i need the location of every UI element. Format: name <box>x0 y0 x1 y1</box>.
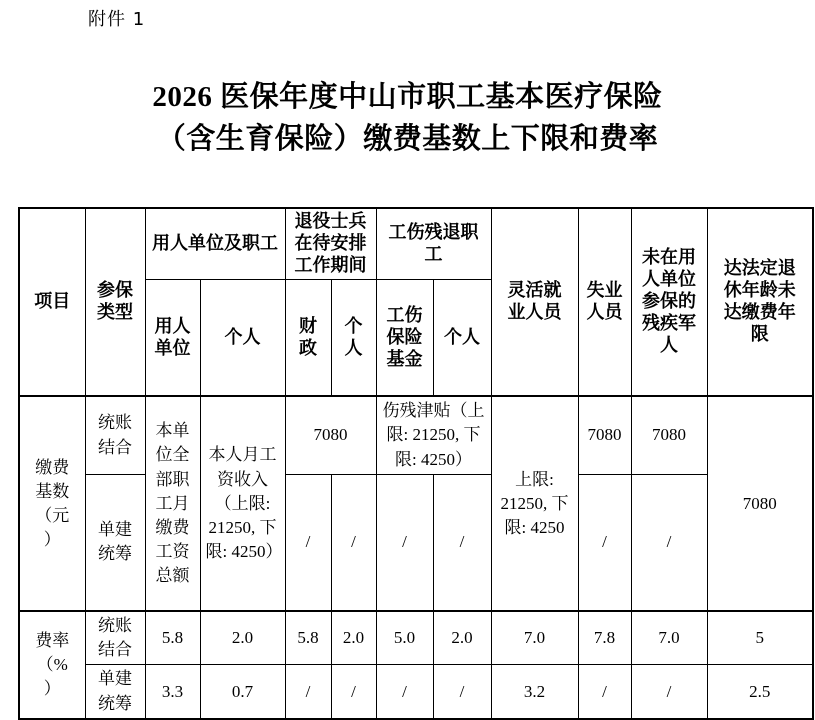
row-label-rate: 费率（%） <box>19 611 85 719</box>
cell-base-disabled-vet-unified: 7080 <box>631 396 707 474</box>
sub-header-individual-injury: 个人 <box>433 279 491 396</box>
col-header-item: 项目 <box>19 208 85 396</box>
cell-rate-unified-individual-staff: 2.0 <box>200 611 285 665</box>
cell-base-retirement: 7080 <box>707 396 813 611</box>
cell-base-employer: 本单位全部职工月缴费工资总额 <box>145 396 200 611</box>
col-header-reached-retirement: 达法定退休年龄未达缴费年限 <box>707 208 813 396</box>
cell-base-unemployed-unified: 7080 <box>578 396 631 474</box>
cell-rate-separate-disabled-vet: / <box>631 665 707 719</box>
group-header-employer-staff: 用人单位及职工 <box>145 208 285 279</box>
sub-header-employer: 用人单位 <box>145 279 200 396</box>
cell-rate-unified-flexible: 7.0 <box>491 611 578 665</box>
cell-rate-unified-disabled-vet: 7.0 <box>631 611 707 665</box>
cell-base-individual: 本人月工资收入（上限: 21250, 下限: 4250） <box>200 396 285 611</box>
cell-rate-separate-flexible: 3.2 <box>491 665 578 719</box>
cell-rate-unified-individual-injury: 2.0 <box>433 611 491 665</box>
cell-rate-separate-individual-injury: / <box>433 665 491 719</box>
cell-rate-unified-injury-fund: 5.0 <box>376 611 433 665</box>
sub-header-finance: 财政 <box>285 279 331 396</box>
col-header-insured-type: 参保类型 <box>85 208 145 396</box>
cell-base-injury-unified: 伤残津贴（上限: 21250, 下限: 4250） <box>376 396 491 474</box>
cell-base-unemployed-separate: / <box>578 474 631 611</box>
cell-rate-separate-injury-fund: / <box>376 665 433 719</box>
cell-base-veteran-unified: 7080 <box>285 396 376 474</box>
cell-base-veteran-finance-separate: / <box>285 474 331 611</box>
cell-base-injury-individual-separate: / <box>433 474 491 611</box>
cell-rate-separate-individual-staff: 0.7 <box>200 665 285 719</box>
row-label-rate-separate: 单建统筹 <box>85 665 145 719</box>
cell-rate-unified-employer: 5.8 <box>145 611 200 665</box>
sub-header-individual-veteran: 个人 <box>331 279 376 396</box>
row-label-contribution-base: 缴费基数（元） <box>19 396 85 611</box>
page-title <box>0 76 815 160</box>
cell-rate-separate-unemployed: / <box>578 665 631 719</box>
cell-rate-unified-retirement: 5 <box>707 611 813 665</box>
cell-rate-separate-employer: 3.3 <box>145 665 200 719</box>
row-label-base-separate: 单建统筹 <box>85 474 145 611</box>
cell-rate-separate-retirement: 2.5 <box>707 665 813 719</box>
cell-rate-separate-individual-veteran: / <box>331 665 376 719</box>
cell-base-veteran-individual-separate: / <box>331 474 376 611</box>
row-label-rate-unified: 统账结合 <box>85 611 145 665</box>
cell-base-disabled-vet-separate: / <box>631 474 707 611</box>
sub-header-injury-fund: 工伤保险基金 <box>376 279 433 396</box>
group-header-veteran-pending: 退役士兵在待安排工作期间 <box>285 208 376 279</box>
group-header-injury-retired: 工伤残退职工 <box>376 208 491 279</box>
col-header-disabled-veterans: 未在用人单位参保的残疾军人 <box>631 208 707 396</box>
row-label-base-unified: 统账结合 <box>85 396 145 474</box>
col-header-flexible-workers: 灵活就业人员 <box>491 208 578 396</box>
insurance-rate-table <box>18 207 814 720</box>
cell-rate-unified-individual-veteran: 2.0 <box>331 611 376 665</box>
cell-rate-separate-finance: / <box>285 665 331 719</box>
page-title-line2: （含生育保险）缴费基数上下限和费率 <box>156 123 659 155</box>
col-header-unemployed: 失业人员 <box>578 208 631 396</box>
page-title-line1: 2026 医保年度中山市职工基本医疗保险 <box>152 81 663 113</box>
cell-rate-unified-finance: 5.8 <box>285 611 331 665</box>
cell-base-flexible: 上限: 21250, 下限: 4250 <box>491 396 578 611</box>
sub-header-individual-staff: 个人 <box>200 279 285 396</box>
cell-rate-unified-unemployed: 7.8 <box>578 611 631 665</box>
attachment-label: 附件 1 <box>88 9 146 30</box>
cell-base-injury-fund-separate: / <box>376 474 433 611</box>
